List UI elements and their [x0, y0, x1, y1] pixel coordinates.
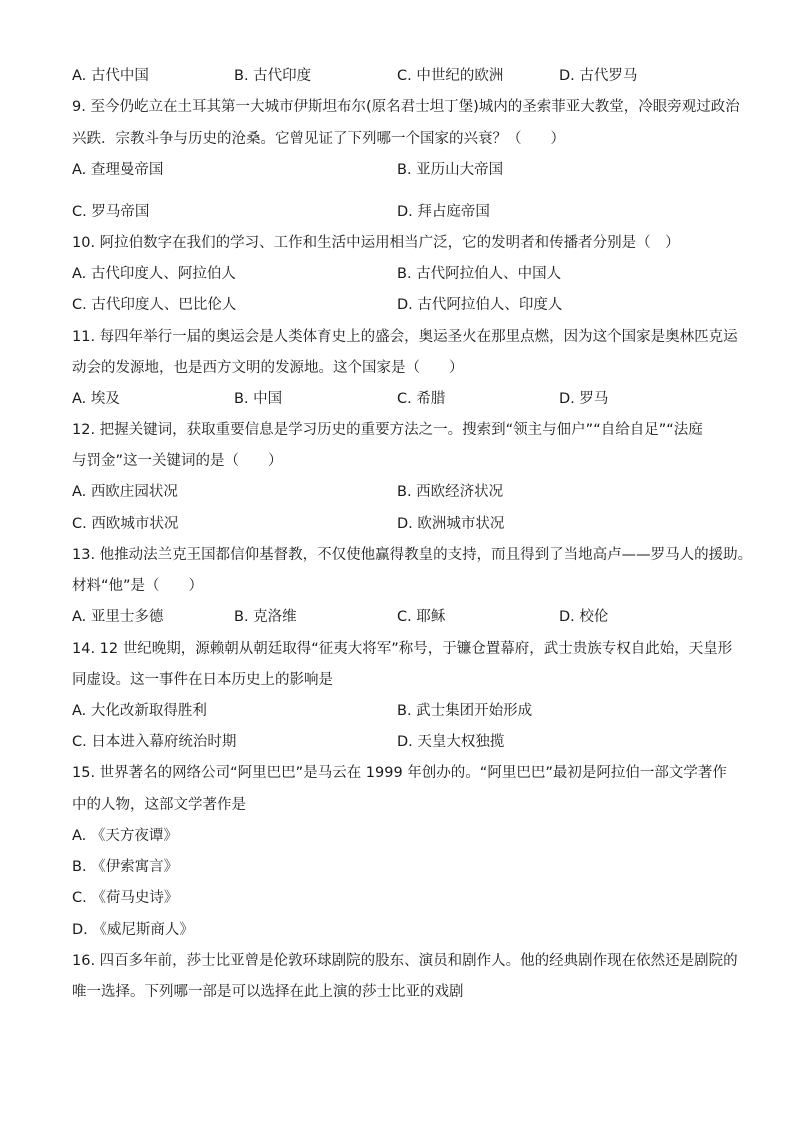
q13-option-a: A. 亚里士多德: [72, 609, 164, 625]
q14-option-b: B. 武士集团开始形成: [397, 703, 533, 719]
q15-option-d: D. 《威尼斯商人》: [72, 922, 194, 938]
q9-stem-line-2: 兴跌．宗教斗争与历史的沧桑。它曾见证了下列哪一个国家的兴衰？（ ）: [72, 131, 565, 147]
q12-option-c: C. 西欧城市状况: [72, 516, 179, 532]
q8-option-b: B. 古代印度: [234, 68, 312, 84]
q11-option-b: B. 中国: [234, 391, 283, 407]
q12-option-d: D. 欧洲城市状况: [397, 516, 505, 532]
q15-option-b: B. 《伊索寓言》: [72, 859, 179, 875]
q10-option-b: B. 古代阿拉伯人、中国人: [397, 266, 562, 282]
q8-option-d: D. 古代罗马: [559, 68, 638, 84]
q12-stem-line-2: 与罚金”这一关键词的是（ ）: [72, 453, 283, 469]
q11-stem-line-1: 11. 每四年举行一届的奥运会是人类体育史上的盛会，奥运圣火在那里点燃，因为这个国家是奥林匹克运: [72, 329, 738, 345]
q15-option-c: C. 《荷马史诗》: [72, 890, 179, 906]
q11-option-a: A. 埃及: [72, 391, 120, 407]
q9-option-a: A. 查理曼帝国: [72, 162, 164, 178]
q15-stem-line-2: 中的人物，这部文学著作是: [72, 797, 246, 813]
q11-option-c: C. 希腊: [397, 391, 446, 407]
q14-option-c: C. 日本进入幕府统治时期: [72, 734, 237, 750]
q10-option-a: A. 古代印度人、阿拉伯人: [72, 266, 236, 282]
q16-stem-line-1: 16. 四百多年前，莎士比亚曾是伦敦环球剧院的股东、演员和剧作人。他的经典剧作现在依然还是剧院的: [72, 953, 738, 969]
q14-option-a: A. 大化改新取得胜利: [72, 703, 207, 719]
q13-option-d: D. 校伦: [559, 609, 609, 625]
q9-stem-line-1: 9. 至今仍屹立在土耳其第一大城市伊斯坦布尔(原名君士坦丁堡)城内的圣索菲亚大教堂，冷眼旁观过政治: [72, 99, 740, 115]
q8-option-a: A. 古代中国: [72, 68, 149, 84]
q15-stem-line-1: 15. 世界著名的网络公司“阿里巴巴”是马云在 1999 年创办的。“阿里巴巴”最初是阿拉伯一部文学著作: [72, 765, 727, 781]
q14-option-d: D. 天皇大权独揽: [397, 734, 505, 750]
q11-option-d: D. 罗马: [559, 391, 609, 407]
q8-option-c: C. 中世纪的欧洲: [397, 68, 504, 84]
q15-option-a: A. 《天方夜谭》: [72, 828, 178, 844]
q10-stem-line-1: 10. 阿拉伯数字在我们的学习、工作和生活中运用相当广泛，它的发明者和传播者分别是（ ）: [72, 235, 680, 251]
q10-option-d: D. 古代阿拉伯人、印度人: [397, 297, 563, 313]
q13-option-b: B. 克洛维: [234, 609, 297, 625]
q12-stem-line-1: 12. 把握关键词，获取重要信息是学习历史的重要方法之一。搜索到“领主与佃户”“自给自足”“法庭: [72, 422, 703, 438]
q10-option-c: C. 古代印度人、巴比伦人: [72, 297, 237, 313]
q9-option-d: D. 拜占庭帝国: [397, 204, 490, 220]
q16-stem-line-2: 唯一选择。下列哪一部是可以选择在此上演的莎士比亚的戏剧: [72, 984, 464, 1000]
q14-stem-line-1: 14. 12 世纪晚期，源赖朝从朝廷取得“征夷大将军”称号，于镰仓置幕府，武士贵族专权自此始，天皇形: [72, 641, 733, 657]
q13-option-c: C. 耶稣: [397, 609, 446, 625]
q11-stem-line-2: 动会的发源地，也是西方文明的发源地。这个国家是（ ）: [72, 360, 464, 376]
q12-option-b: B. 西欧经济状况: [397, 484, 504, 500]
q14-stem-line-2: 同虚设。这一事件在日本历史上的影响是: [72, 672, 333, 688]
q12-option-a: A. 西欧庄园状况: [72, 484, 178, 500]
q13-stem-line-1: 13. 他推动法兰克王国都信仰基督教，不仅使他赢得教皇的支持，而且得到了当地高卢——罗马人的援助。: [72, 547, 753, 563]
q9-option-b: B. 亚历山大帝国: [397, 162, 504, 178]
q9-option-c: C. 罗马帝国: [72, 204, 150, 220]
q13-stem-line-2: 材料“他”是（ ）: [72, 578, 204, 594]
